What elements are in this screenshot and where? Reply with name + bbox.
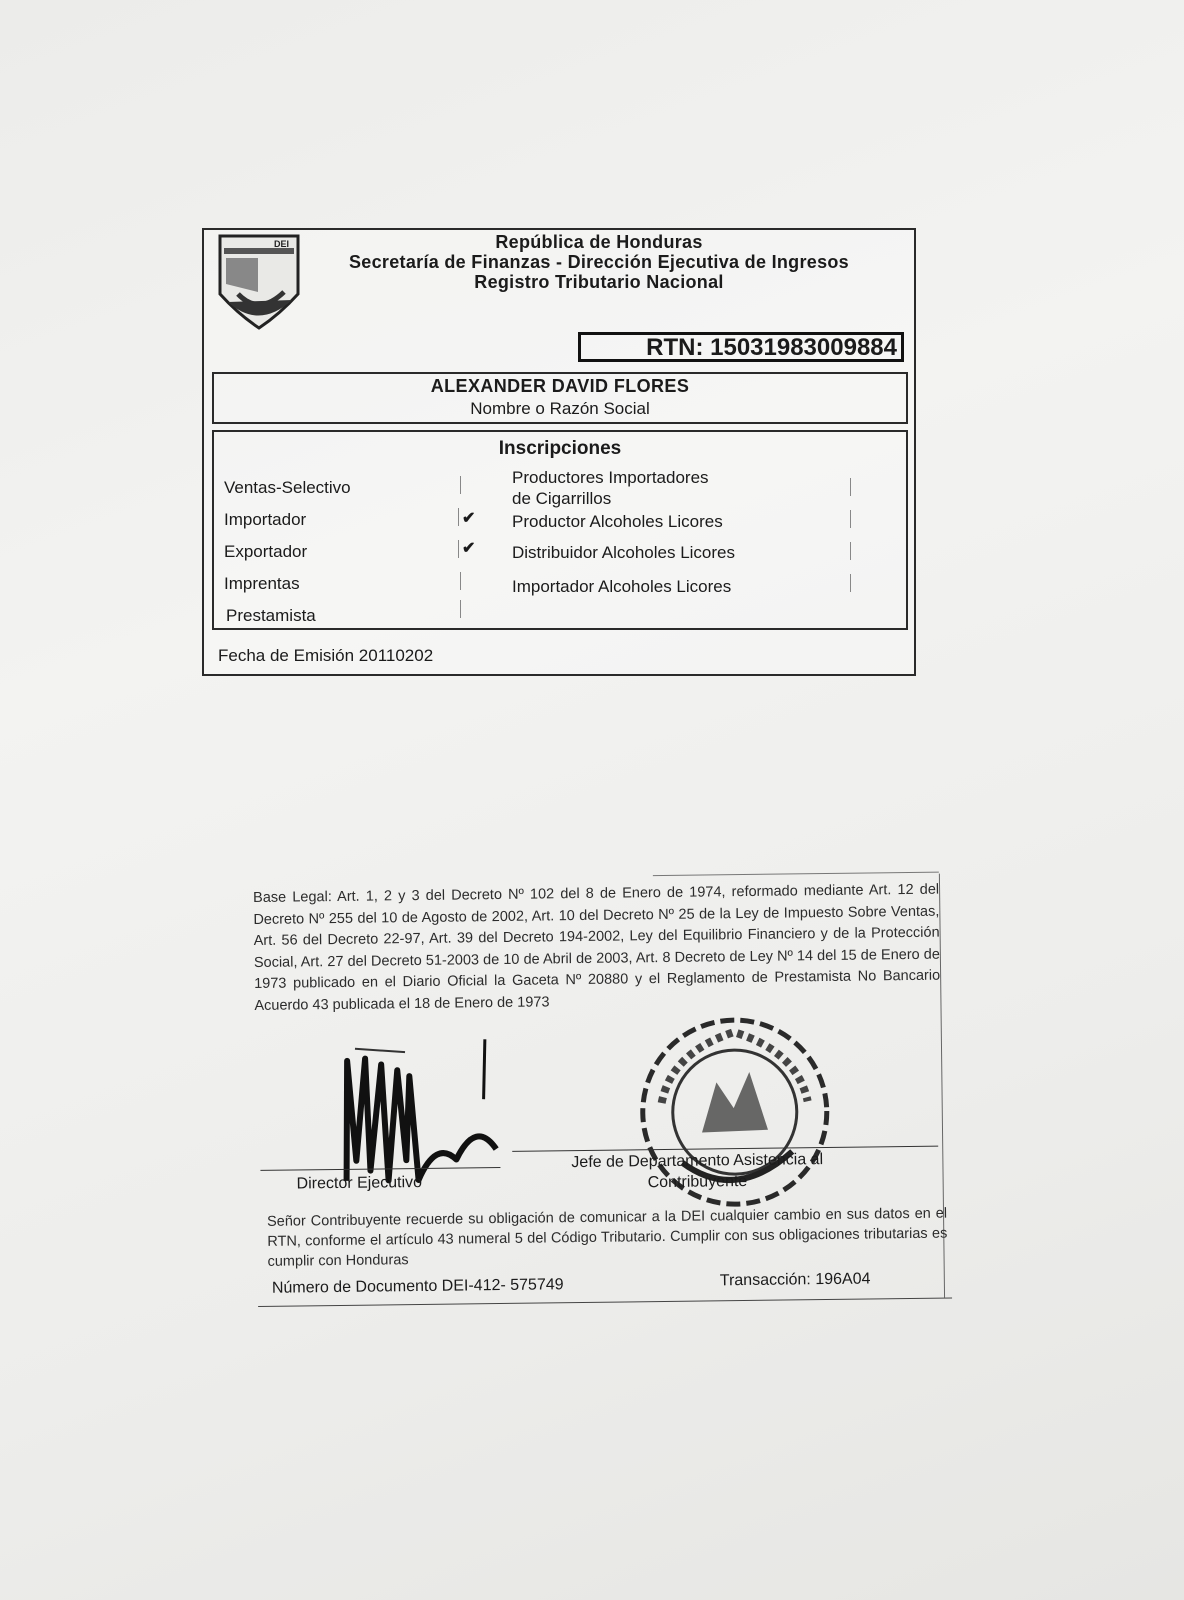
taxpayer-name: ALEXANDER DAVID FLORES [430,376,690,396]
checkbox-productor-alcoholes [850,510,851,528]
dei-shield-logo-icon [218,234,300,330]
insc-importador-alcoholes: Importador Alcoholes Licores [512,577,732,596]
taxpayer-name-label: Nombre o Razón Social [470,399,650,418]
logo-text: DEI [274,239,290,249]
checkbox-imprentas [460,572,461,590]
checkbox-ventas-selectivo [460,476,461,494]
jefe-label-line2: Contribuyente [647,1172,748,1192]
legal-basis-text: Base Legal: Art. 1, 2 y 3 del Decreto Nº 102 del 8 de Enero de 1974, reformado mediante Art. 12 del Decreto Nº 255 del 10 de Agosto de 2002, Art. 10 del Decreto Nº 25 de la Ley de Impuesto Sobre Ventas, Art. 56 del Decreto 22-97, Art. 39 del Decreto 194-2002, Ley del Equilibrio Financiero y de la Protección Social, Art. 27 del Decreto 51-2003 de 10 de Abril de 2003, Art. 8 Decreto de Ley Nº 14 del 15 de Enero de 1973 publicado en el Diario Oficial la Gaceta Nº 20880 y el Reglamento de Prestamista No Bancario Acuerdo 43 publicada el 18 de Enero de 1973 [253,881,941,1014]
rtn-number: RTN: 15031983009884 [578,332,904,362]
checkbox-distribuidor-alcoholes [850,542,851,560]
checkbox-exportador-border [458,540,459,558]
check-exportador-icon: ✔ [462,540,476,557]
top-border-line [653,872,939,876]
insc-productores-importadores: Productores Importadores [512,468,709,487]
transaction-number: Transacción: 196A04 [719,1270,871,1290]
document-number: Número de Documento DEI-412- 575749 [271,1276,564,1297]
header-registry: Registro Tributario Nacional [474,272,724,292]
rtn-certificate-card [202,228,916,676]
insc-ventas-selectivo: Ventas-Selectivo [224,478,351,497]
inscripciones-title: Inscripciones [498,438,622,459]
director-ejecutivo-label: Director Ejecutivo [296,1173,423,1193]
bottom-border-line [258,1297,952,1306]
header-country: República de Honduras [495,232,703,252]
taxpayer-reminder-text: Señor Contribuyente recuerde su obligación de comunicar a la DEI cualquier cambio en sus datos en el RTN, conforme el artículo 43 numeral 5 del Código Tributario. Cumplir con sus obligaciones tributarias es cumplir con Honduras [266,1205,948,1270]
checkbox-importador-border [458,508,459,526]
checkbox-productores-cigarrillos [850,478,851,496]
document-header [314,232,884,292]
insc-prestamista: Prestamista [226,606,316,625]
fecha-emision: Fecha de Emisión 20110202 [218,646,434,665]
jefe-label-line1: Jefe de Departamento Asistencia al [571,1151,824,1172]
insc-productor-alcoholes: Productor Alcoholes Licores [512,512,723,531]
insc-exportador: Exportador [224,542,308,561]
insc-productores-importadores-line2: de Cigarrillos [512,489,612,508]
header-ministry: Secretaría de Finanzas - Dirección Ejecutiva de Ingresos [349,252,849,272]
jefe-departamento-label [571,1149,823,1194]
legal-back-card [253,879,959,1348]
insc-distribuidor-alcoholes: Distribuidor Alcoholes Licores [512,543,735,562]
taxpayer-name-box [212,372,908,424]
checkbox-prestamista [460,600,461,618]
check-importador-icon: ✔ [462,510,476,527]
insc-imprentas: Imprentas [224,574,300,593]
inscripciones-box [212,430,908,630]
checkbox-importador-alcoholes [850,574,851,592]
insc-importador: Importador [224,510,307,529]
